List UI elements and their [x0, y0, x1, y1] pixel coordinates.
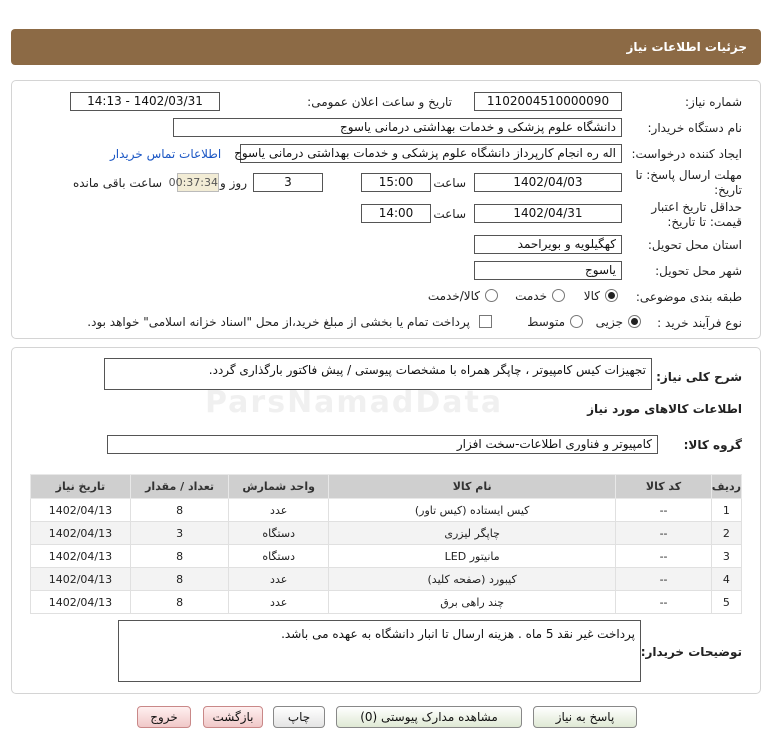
- contact-buyer-link[interactable]: اطلاعات تماس خریدار: [110, 147, 222, 161]
- city-label: شهر محل تحویل:: [655, 264, 742, 278]
- treasury-payment-label: پرداخت تمام یا بخشی از مبلغ خرید،از محل "اسناد خزانه اسلامی" خواهد بود.: [87, 315, 470, 329]
- cell-unit: عدد: [229, 591, 329, 614]
- print-button[interactable]: چاپ: [273, 706, 325, 728]
- reply-button[interactable]: پاسخ به نیاز: [533, 706, 637, 728]
- cell-name: کیس ایستاده (کیس تاور): [328, 499, 615, 522]
- days-field: 3: [253, 173, 323, 192]
- category-radio-goods-service[interactable]: [485, 289, 498, 302]
- cell-unit: دستگاه: [229, 545, 329, 568]
- goods-group-label: گروه کالا:: [683, 438, 742, 452]
- cell-unit: عدد: [229, 568, 329, 591]
- deadline-label: مهلت ارسال پاسخ: تا: [635, 168, 742, 182]
- category-service-label: خدمت: [515, 289, 547, 303]
- validity-date-field: 1402/04/31: [474, 204, 622, 223]
- cell-date: 1402/04/13: [31, 499, 131, 522]
- province-label: استان محل تحویل:: [647, 238, 742, 252]
- creator-field: اله ره انجام کارپرداز دانشگاه علوم پزشکی و خدمات بهداشتی درمانی یاسوج: [240, 144, 622, 163]
- cell-row: 3: [711, 545, 741, 568]
- process-radio-medium[interactable]: [570, 315, 583, 328]
- cell-row: 2: [711, 522, 741, 545]
- exit-button[interactable]: خروج: [137, 706, 191, 728]
- cell-name: چند راهی برق: [328, 591, 615, 614]
- back-button[interactable]: بازگشت: [203, 706, 263, 728]
- need-number-field: 1102004510000090: [474, 92, 622, 111]
- cell-date: 1402/04/13: [31, 522, 131, 545]
- announce-field: 1402/03/31 - 14:13: [70, 92, 220, 111]
- buyer-org-field: دانشگاه علوم پزشکی و خدمات بهداشتی درمانی یاسوج: [173, 118, 622, 137]
- days-label: روز و: [220, 176, 247, 190]
- table-row: [31, 499, 742, 522]
- table-row: [31, 568, 742, 591]
- deadline-time-field: 15:00: [361, 173, 431, 192]
- validity-time-field: 14:00: [361, 204, 431, 223]
- category-radio-service[interactable]: [552, 289, 565, 302]
- category-goods-label: کالا: [583, 289, 600, 303]
- deadline-date-field: 1402/04/03: [474, 173, 622, 192]
- process-medium-label: متوسط: [527, 315, 565, 329]
- col-date: تاریخ نیاز: [31, 475, 131, 499]
- creator-label: ایجاد کننده درخواست:: [631, 147, 742, 161]
- cell-code: --: [616, 568, 711, 591]
- cell-date: 1402/04/13: [31, 568, 131, 591]
- cell-quantity: 8: [130, 568, 229, 591]
- cell-unit: دستگاه: [229, 522, 329, 545]
- cell-date: 1402/04/13: [31, 591, 131, 614]
- summary-field: تجهیزات کیس کامپیوتر ، چاپگر همراه با مشخصات پیوستی / پیش فاکتور بارگذاری گردد.: [104, 358, 652, 390]
- buyer-notes-field: پرداخت غیر نقد 5 ماه . هزینه ارسال تا انبار دانشگاه به عهده می باشد.: [118, 620, 641, 682]
- buyer-org-label: نام دستگاه خریدار:: [647, 121, 742, 135]
- validity-time-label: ساعت: [433, 207, 466, 221]
- need-number-label: شماره نیاز:: [685, 95, 742, 109]
- cell-row: 5: [711, 591, 741, 614]
- remaining-label: ساعت باقی مانده: [72, 176, 162, 190]
- process-label: نوع فرآیند خرید :: [657, 316, 742, 330]
- cell-code: --: [616, 591, 711, 614]
- summary-label: شرح کلی نیاز:: [656, 370, 742, 384]
- validity-label: حداقل تاریخ اعتبار: [651, 200, 742, 214]
- cell-row: 1: [711, 499, 741, 522]
- buyer-notes-label: توضیحات خریدار:: [640, 645, 742, 659]
- cell-unit: عدد: [229, 499, 329, 522]
- col-row: ردیف: [711, 475, 741, 499]
- process-minor-label: جزیی: [595, 315, 623, 329]
- announce-label: تاریخ و ساعت اعلان عمومی:: [307, 95, 452, 109]
- table-row: [31, 522, 742, 545]
- items-section-title: اطلاعات کالاهای مورد نیاز: [587, 402, 742, 416]
- treasury-payment-checkbox[interactable]: [479, 315, 492, 328]
- city-field: یاسوج: [474, 261, 622, 280]
- cell-quantity: 8: [130, 499, 229, 522]
- col-unit: واحد شمارش: [229, 475, 329, 499]
- cell-row: 4: [711, 568, 741, 591]
- category-radio-goods[interactable]: [605, 289, 618, 302]
- cell-date: 1402/04/13: [31, 545, 131, 568]
- deadline-time-label: ساعت: [433, 176, 466, 190]
- page-header: [11, 29, 761, 65]
- cell-quantity: 3: [130, 522, 229, 545]
- items-table: [30, 474, 742, 614]
- deadline-label-date: تاریخ:: [714, 183, 742, 197]
- cell-name: مانیتور LED: [328, 545, 615, 568]
- province-field: کهگیلویه و بویراحمد: [474, 235, 622, 254]
- goods-group-field: کامپیوتر و فناوری اطلاعات-سخت افزار: [107, 435, 658, 454]
- cell-quantity: 8: [130, 545, 229, 568]
- remaining-time-field: 00:37:34: [177, 173, 219, 192]
- cell-code: --: [616, 522, 711, 545]
- page-title: جزئیات اطلاعات نیاز: [626, 40, 747, 54]
- validity-label-date: قیمت: تا تاریخ:: [667, 215, 742, 229]
- col-quantity: تعداد / مقدار: [130, 475, 229, 499]
- table-header-row: [31, 475, 742, 499]
- col-name: نام کالا: [328, 475, 615, 499]
- cell-name: چاپگر لیزری: [328, 522, 615, 545]
- view-attachments-button[interactable]: مشاهده مدارک پیوستی (0): [336, 706, 522, 728]
- cell-code: --: [616, 499, 711, 522]
- cell-name: کیبورد (صفحه کلید): [328, 568, 615, 591]
- cell-code: --: [616, 545, 711, 568]
- cell-quantity: 8: [130, 591, 229, 614]
- table-row: [31, 545, 742, 568]
- col-code: کد کالا: [616, 475, 711, 499]
- table-row: [31, 591, 742, 614]
- category-goods-service-label: کالا/خدمت: [427, 289, 480, 303]
- process-radio-minor[interactable]: [628, 315, 641, 328]
- category-label: طبقه بندی موضوعی:: [635, 290, 742, 304]
